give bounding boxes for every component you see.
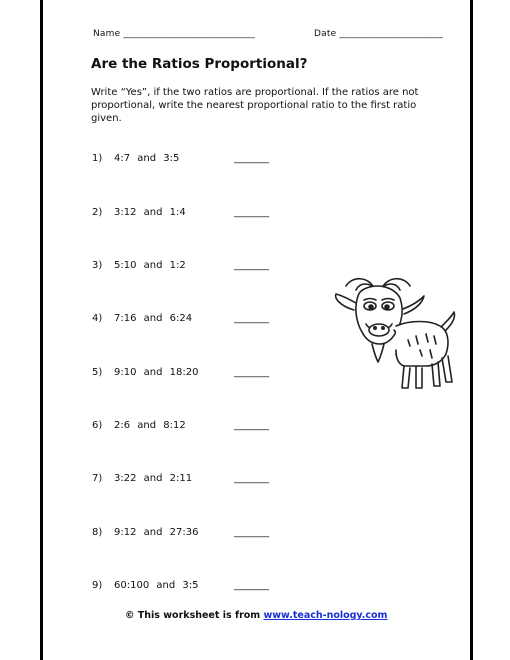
problem-ratios: 9:12 and 27:36 bbox=[114, 527, 199, 538]
problem-number: 1) bbox=[92, 153, 103, 164]
problem-ratios: 7:16 and 6:24 bbox=[114, 313, 193, 324]
problem-number: 3) bbox=[92, 260, 103, 271]
problem-item bbox=[92, 153, 269, 167]
answer-blank: _______ bbox=[234, 367, 269, 378]
page-border-left bbox=[40, 0, 43, 660]
problem-ratios: 5:10 and 1:2 bbox=[114, 260, 186, 271]
problem-ratios: 3:12 and 1:4 bbox=[114, 207, 186, 218]
problem-ratios: 4:7 and 3:5 bbox=[114, 153, 180, 164]
problem-item bbox=[92, 580, 269, 594]
page-border-right bbox=[470, 0, 473, 660]
problem-ratios: 60:100 and 3:5 bbox=[114, 580, 199, 591]
problem-number: 5) bbox=[92, 367, 103, 378]
instructions-text: Write “Yes”, if the two ratios are proportional. If the ratios are not proportional, write the nearest proportional ratio to the first ratio given. bbox=[91, 87, 419, 124]
problem-ratios: 9:10 and 18:20 bbox=[114, 367, 199, 378]
answer-blank: _______ bbox=[234, 207, 269, 218]
problem-item bbox=[92, 473, 269, 487]
answer-blank: _______ bbox=[234, 580, 269, 591]
problem-ratios: 2:6 and 8:12 bbox=[114, 420, 186, 431]
problem-item bbox=[92, 367, 269, 381]
problem-item bbox=[92, 420, 269, 434]
answer-blank: _______ bbox=[234, 527, 269, 538]
answer-blank: _______ bbox=[234, 260, 269, 271]
name-field-line: Name ____________________________ bbox=[93, 29, 256, 39]
problem-number: 7) bbox=[92, 473, 103, 484]
problem-item bbox=[92, 260, 269, 274]
goat-icon bbox=[330, 270, 458, 398]
problem-item bbox=[92, 207, 269, 221]
answer-blank: _______ bbox=[234, 420, 269, 431]
problem-number: 2) bbox=[92, 207, 103, 218]
problem-item bbox=[92, 313, 269, 327]
problem-ratios: 3:22 and 2:11 bbox=[114, 473, 193, 484]
footer-credit bbox=[125, 610, 387, 621]
answer-blank: _______ bbox=[234, 473, 269, 484]
footer-prefix: © This worksheet is from bbox=[125, 610, 264, 621]
problem-item bbox=[92, 527, 269, 541]
answer-blank: _______ bbox=[234, 153, 269, 164]
footer-link[interactable]: www.teach-nology.com bbox=[263, 610, 388, 621]
date-field-line: Date ______________________ bbox=[314, 29, 443, 39]
worksheet-title: Are the Ratios Proportional? bbox=[91, 56, 308, 72]
problem-number: 6) bbox=[92, 420, 103, 431]
problem-number: 9) bbox=[92, 580, 103, 591]
problem-number: 8) bbox=[92, 527, 103, 538]
problem-number: 4) bbox=[92, 313, 103, 324]
answer-blank: _______ bbox=[234, 313, 269, 324]
